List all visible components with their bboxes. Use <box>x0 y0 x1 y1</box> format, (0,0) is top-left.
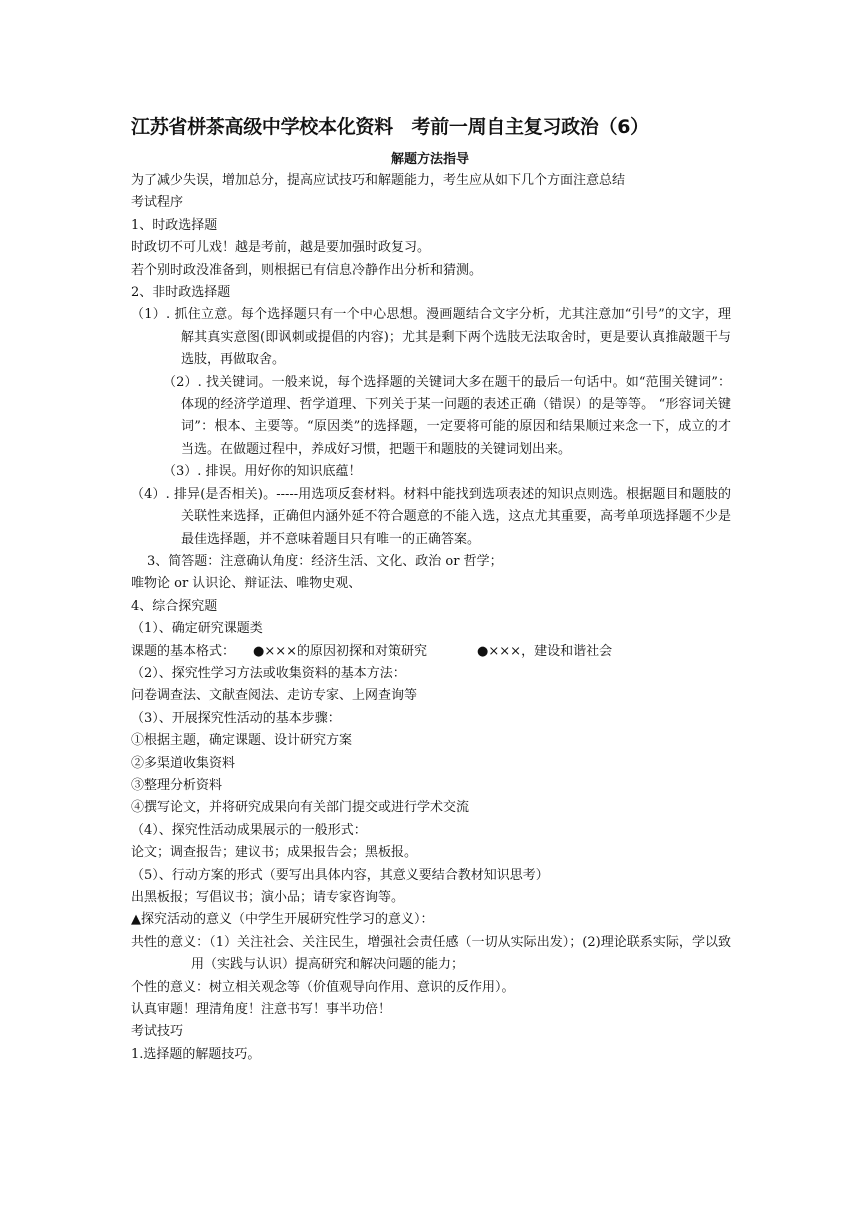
item-heading: 1.选择题的解题技巧。 <box>131 1046 261 1062</box>
item-heading: 2、非时政选择题 <box>131 285 231 301</box>
paragraph: 若个别时政没准备到，则根据已有信息冷静作出分析和猜测。 <box>131 262 483 278</box>
item-heading: 3、简答题：注意确认角度：经济生活、文化、政治 or 哲学； <box>147 553 503 569</box>
document-title: 江苏省栟茶高级中学校本化资料 考前一周自主复习政治（6） <box>131 116 649 138</box>
section-subtitle: 解题方法指导 <box>390 152 469 167</box>
paragraph: 时政切不可儿戏！越是考前，越是要加强时政复习。 <box>131 240 431 256</box>
document-body <box>131 170 731 1066</box>
paragraph: 问卷调查法、文献查阅法、走访专家、上网查询等 <box>131 688 418 704</box>
section-heading: 考试技巧 <box>131 1024 184 1040</box>
step-item: ③整理分析资料 <box>131 777 223 793</box>
motto-line: 认真审题！理清角度！注意书写！事半功倍！ <box>131 1002 392 1018</box>
sub-heading: （2）、探究性学习方法或收集资料的基本方法： <box>131 665 406 681</box>
step-item: ④撰写论文，并将研究成果向有关部门提交或进行学术交流 <box>131 800 470 816</box>
topic-format-label: 课题的基本格式： <box>131 643 236 659</box>
sub-item-1: （1）. 抓住立意。每个选择题只有一个中心思想。漫画题结合文字分析，尤其注意加“引号”的文字，理解其真实意图(即讽刺或提倡的内容)；尤其是剩下两个选肢无法取舍时，更是要认真推敲题干与选肢，再做取舍。 <box>131 307 731 368</box>
sub-heading: （5）、行动方案的形式（要写出具体内容，其意义要结合教材知识思考） <box>131 867 549 883</box>
sub-item-2: （2）. 找关键词。一般来说，每个选择题的关键词大多在题干的最后一句话中。如“范围关键词”：体现的经济学道理、哲学道理、下列关于某一问题的表述正确（错误）的是等等。 “形容词关键词”：根本、主要等。“原因类”的选择题，一定要将可能的原因和结果顺过来念一下，成立的才当选。在做题过程中，养成好习惯，把题干和题肢的关键词划出来。 <box>163 374 731 457</box>
paragraph: 出黑板报；写倡议书；演小品；请专家咨询等。 <box>131 890 405 905</box>
step-item: ②多渠道收集资料 <box>131 755 236 771</box>
paragraph: 唯物论 or 认识论、辩证法、唯物史观、 <box>131 576 362 592</box>
topic-format-1: ●×××的原因初探和对策研究 <box>253 643 428 659</box>
sub-heading: （4）、探究性活动成果展示的一般形式： <box>131 822 367 838</box>
topic-format-2: ●×××，建设和谐社会 <box>477 643 613 659</box>
intro-line: 为了减少失误，增加总分，提高应试技巧和解题能力，考生应从如下几个方面注意总结 <box>131 173 626 188</box>
sub-heading: （1）、确定研究课题类 <box>131 621 263 637</box>
individual-significance: 个性的意义：树立相关观念等（价值观导向作用、意识的反作用）。 <box>131 979 515 995</box>
step-item: ①根据主题，确定课题、设计研究方案 <box>131 733 353 749</box>
sub-item-3: （3）. 排误。用好你的知识底蕴！ <box>163 464 362 480</box>
sub-item-4: （4）. 排异(是否相关)。-----用选项反套材料。材料中能找到选项表述的知识点则选。根据题目和题肢的关联性来选择，正确但内涵外延不符合题意的不能入选，这点尤其重要，高考单项选择题不少是最佳选择题，并不意味着题目只有唯一的正确答案。 <box>131 486 731 547</box>
paragraph: 论文；调查报告；建议书；成果报告会；黑板报。 <box>131 845 418 861</box>
item-heading: 1、时政选择题 <box>131 217 218 233</box>
common-significance: 共性的意义：（1）关注社会、关注民生，增强社会责任感（一切从实际出发）；(2)理论联系实际，学以致用（实践与认识）提高研究和解决问题的能力； <box>131 934 731 973</box>
section-heading: 考试程序 <box>131 195 184 211</box>
topic-format-line <box>131 641 731 663</box>
item-heading: 4、综合探究题 <box>131 598 218 614</box>
sub-heading: （3）、开展探究性活动的基本步骤： <box>131 710 341 726</box>
sub-heading: ▲探究活动的意义（中学生开展研究性学习的意义）： <box>131 912 434 928</box>
